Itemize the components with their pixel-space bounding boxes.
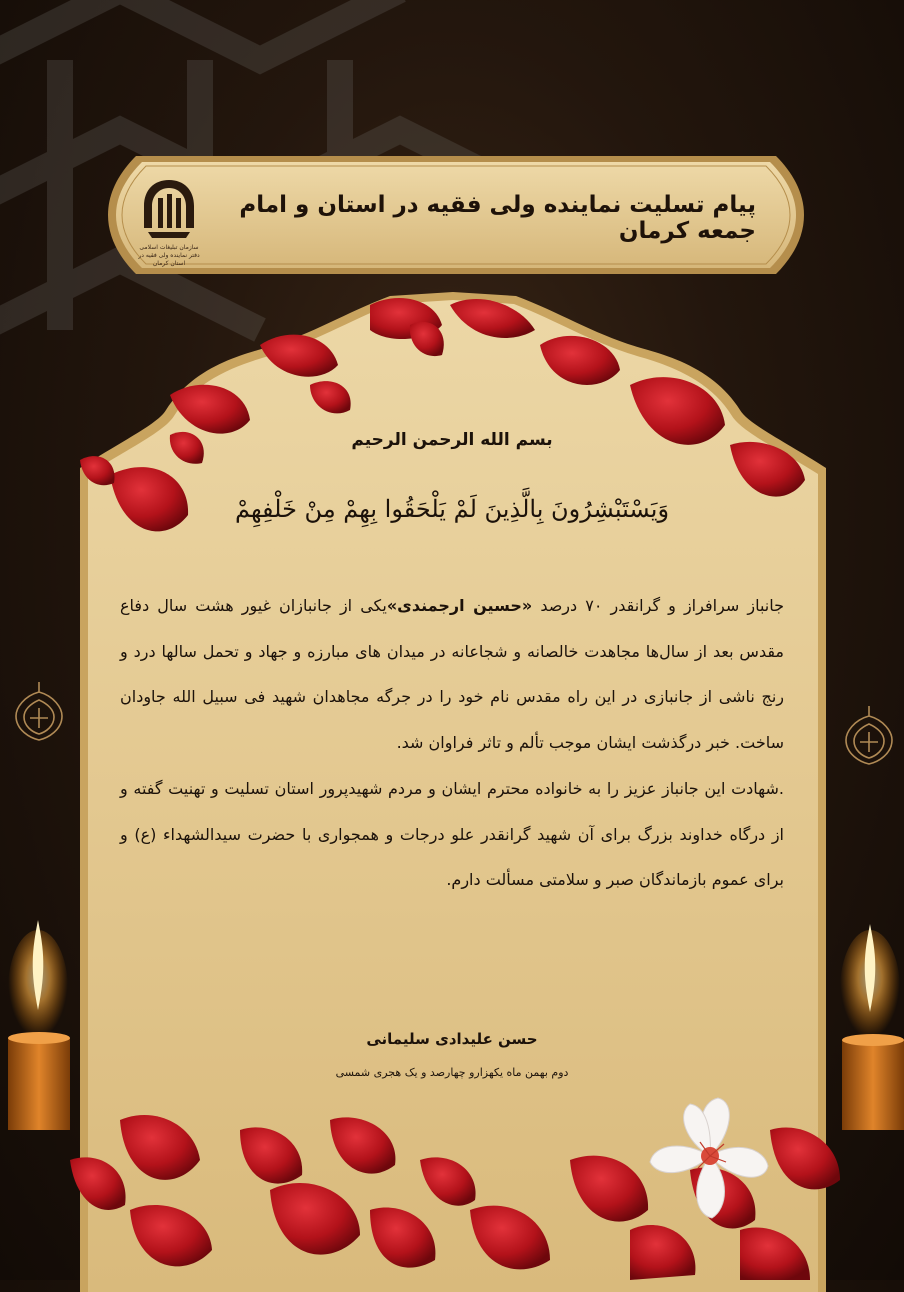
header-banner	[106, 152, 806, 278]
page-title: پیام تسلیت نماینده ولی فقیه در استان و امام جمعه کرمان	[239, 192, 756, 244]
left-candle-icon	[4, 910, 78, 1130]
logo-caption: سازمان تبلیغات اسلامی دفتر نماینده ولی فقیه در استان کرمان	[138, 244, 200, 267]
white-flower-icon	[640, 1090, 780, 1230]
paragraph-2: .شهادت این جانباز عزیز را به خانواده محترم ایشان و مردم شهیدپرور استان تسلیت و تهنیت گفته و از درگاه خداوند بزرگ برای آن شهید گرانقدر علو درجات و همجواری با حضرت سیدالشهداء (ع) و برای عموم بازماندگان صبر و سلامتی مسألت دارم.	[120, 778, 784, 890]
paragraph-1: جانباز سرافراز و گرانقدر ۷۰ درصد «حسین ارجمندی»یکی از جانبازان غیور هشت سال دفاع مقدس بعد از سال‌ها مجاهدت خالصانه و شجاعانه در میدان های مبارزه و جهاد و تحمل سالها درد و رنج ناشی از جانبازی در این راه مقدس نام خود را در جرگه مجاهدان شهید فی سبیل الله جاودان ساخت. خبر درگذشت ایشان موجب تألم و تاثر فراوان شد.	[120, 596, 785, 753]
left-ornament-icon	[10, 680, 68, 742]
signature-name: حسن علیدادی سلیمانی	[366, 1030, 538, 1048]
right-candle-icon	[836, 910, 904, 1130]
quran-verse: وَيَسْتَبْشِرُونَ بِالَّذِينَ لَمْ يَلْحَقُوا بِهِمْ مِنْ خَلْفِهِمْ	[234, 495, 670, 523]
letter-date: دوم بهمن ماه یکهزارو چهارصد و یک هجری شمسی	[335, 1066, 569, 1079]
deceased-name: «حسین ارجمندی»	[386, 596, 533, 615]
bismillah-heading: بسم الله الرحمن الرحیم	[351, 430, 553, 450]
right-ornament-icon	[840, 704, 898, 766]
letter-body	[120, 583, 784, 903]
